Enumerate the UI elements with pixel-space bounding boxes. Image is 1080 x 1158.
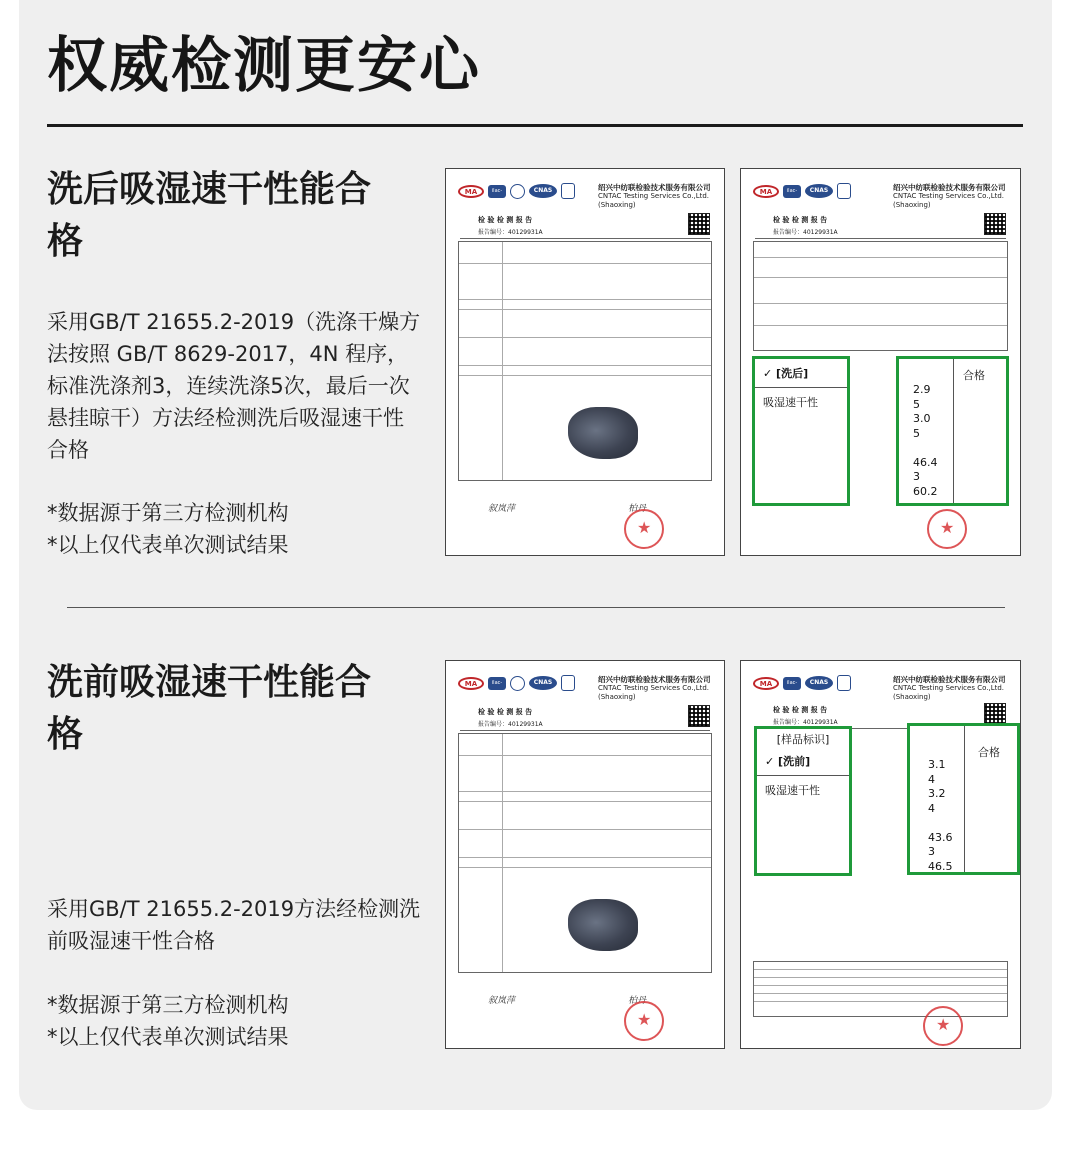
ilac-logo-icon: ilac-MRA	[783, 185, 801, 198]
qr-code-icon	[984, 213, 1006, 235]
section2-title: 洗前吸湿速干性能合格	[47, 662, 372, 755]
report-title: 检 验 检 测 报 告	[773, 706, 828, 714]
report-header	[458, 675, 712, 701]
ilac-logo-icon: ilac-MRA	[488, 677, 506, 690]
cnas-logo-icon: CNAS	[529, 676, 557, 690]
cnas-logo-icon: CNAS	[805, 676, 833, 690]
section1-description: 采用GB/T 21655.2-2019（洗涤干燥方法按照 GB/T 8629-2017，4N 程序，标准洗涤剂3，连续洗涤5次，最后一次悬挂晾干）方法经检测洗后吸湿速干性合格	[47, 310, 421, 462]
uts-logo-icon	[837, 675, 851, 691]
red-seal-stamp	[624, 509, 664, 549]
cnas-logo-icon: CNAS	[805, 184, 833, 198]
section2-description: 采用GB/T 21655.2-2019方法经检测洗前吸湿速干性合格	[47, 897, 421, 953]
report-document-1a	[445, 168, 725, 556]
company-name: 绍兴中纺联检验技术服务有限公司 CNTAC Testing Services Co.,Ltd.(Shaoxing)	[598, 675, 711, 701]
fabric-sample-photo	[568, 407, 638, 459]
page-title: 权威检测更安心	[47, 31, 481, 101]
signature-right: 柏丹	[628, 996, 647, 1006]
wash-label: ✓ [洗后]	[755, 359, 847, 388]
section1-note	[47, 497, 422, 561]
report-number: 报告编号：40129931A	[773, 719, 838, 726]
section-divider	[67, 607, 1005, 608]
signature-left: 叙岚萍	[488, 504, 516, 514]
ilac-logo-icon: ilac-MRA	[488, 185, 506, 198]
signature-left: 叙岚萍	[488, 996, 516, 1006]
report-document-2a	[445, 660, 725, 1049]
report-header	[753, 675, 1008, 701]
report-header	[753, 183, 1008, 209]
uts-logo-icon	[561, 183, 575, 199]
section2-note	[47, 989, 422, 1053]
section1-note-source: *数据源于第三方检测机构	[47, 501, 289, 525]
report-document-1b	[740, 168, 1021, 556]
report-notes-table	[753, 961, 1008, 1017]
qr-code-icon	[688, 213, 710, 235]
section2-note-single: *以上仅代表单次测试结果	[47, 1025, 289, 1049]
section1-title: 洗后吸湿速干性能合格	[47, 169, 372, 262]
report-table	[753, 241, 1008, 351]
wash-label-highlight	[752, 356, 850, 506]
red-seal-stamp	[624, 1001, 664, 1041]
uts-logo-icon	[837, 183, 851, 199]
red-seal-stamp	[923, 1006, 963, 1046]
wash-label-highlight	[754, 726, 852, 876]
result-values: 3.1 4 3.2 4 43.6 3 46.5	[928, 758, 953, 873]
section1-note-single: *以上仅代表单次测试结果	[47, 533, 289, 557]
test-item-label: 吸湿速干性	[763, 396, 818, 409]
section2-note-source: *数据源于第三方检测机构	[47, 993, 289, 1017]
ma-logo-icon: MA	[458, 677, 484, 690]
result-values-highlight	[907, 723, 1020, 875]
ma-logo-icon: MA	[458, 185, 484, 198]
ma-logo-icon: MA	[753, 677, 779, 690]
company-name: 绍兴中纺联检验技术服务有限公司 CNTAC Testing Services Co.,Ltd.(Shaoxing)	[893, 183, 1006, 209]
uts-logo-icon	[561, 675, 575, 691]
ilac-logo-icon: ilac-MRA	[783, 677, 801, 690]
red-seal-stamp	[927, 509, 967, 549]
qr-code-icon	[688, 705, 710, 727]
report-title-row	[460, 705, 710, 731]
report-number: 报告编号：40129931A	[478, 229, 543, 236]
company-name: 绍兴中纺联检验技术服务有限公司 CNTAC Testing Services Co.,Ltd.(Shaoxing)	[893, 675, 1006, 701]
ma-logo-icon: MA	[753, 185, 779, 198]
report-document-2b	[740, 660, 1021, 1049]
wash-label: ✓ [洗前]	[757, 747, 849, 776]
result-values-highlight	[896, 356, 1009, 506]
title-divider	[47, 124, 1023, 127]
sample-tag: [样品标识]	[776, 733, 830, 746]
report-title: 检 验 检 测 报 告	[773, 216, 828, 224]
test-item-label: 吸湿速干性	[765, 784, 820, 797]
report-title: 检 验 检 测 报 告	[478, 708, 533, 716]
fabric-sample-photo	[568, 899, 638, 951]
report-number: 报告编号：40129931A	[478, 721, 543, 728]
report-title-row	[755, 213, 1006, 239]
report-title: 检 验 检 测 报 告	[478, 216, 533, 224]
result-values: 2.9 5 3.0 5 46.4 3 60.2	[913, 383, 938, 498]
cnas-logo-icon: CNAS	[529, 184, 557, 198]
qr-code-icon	[984, 703, 1006, 725]
result-header: 合格	[963, 369, 985, 382]
seal-logo-icon	[510, 676, 525, 691]
signature-right: 柏丹	[628, 504, 647, 514]
report-title-row	[460, 213, 710, 239]
report-number: 报告编号：40129931A	[773, 229, 838, 236]
seal-logo-icon	[510, 184, 525, 199]
company-name: 绍兴中纺联检验技术服务有限公司 CNTAC Testing Services Co.,Ltd.(Shaoxing)	[598, 183, 711, 209]
report-header	[458, 183, 712, 209]
result-header: 合格	[978, 746, 1000, 759]
